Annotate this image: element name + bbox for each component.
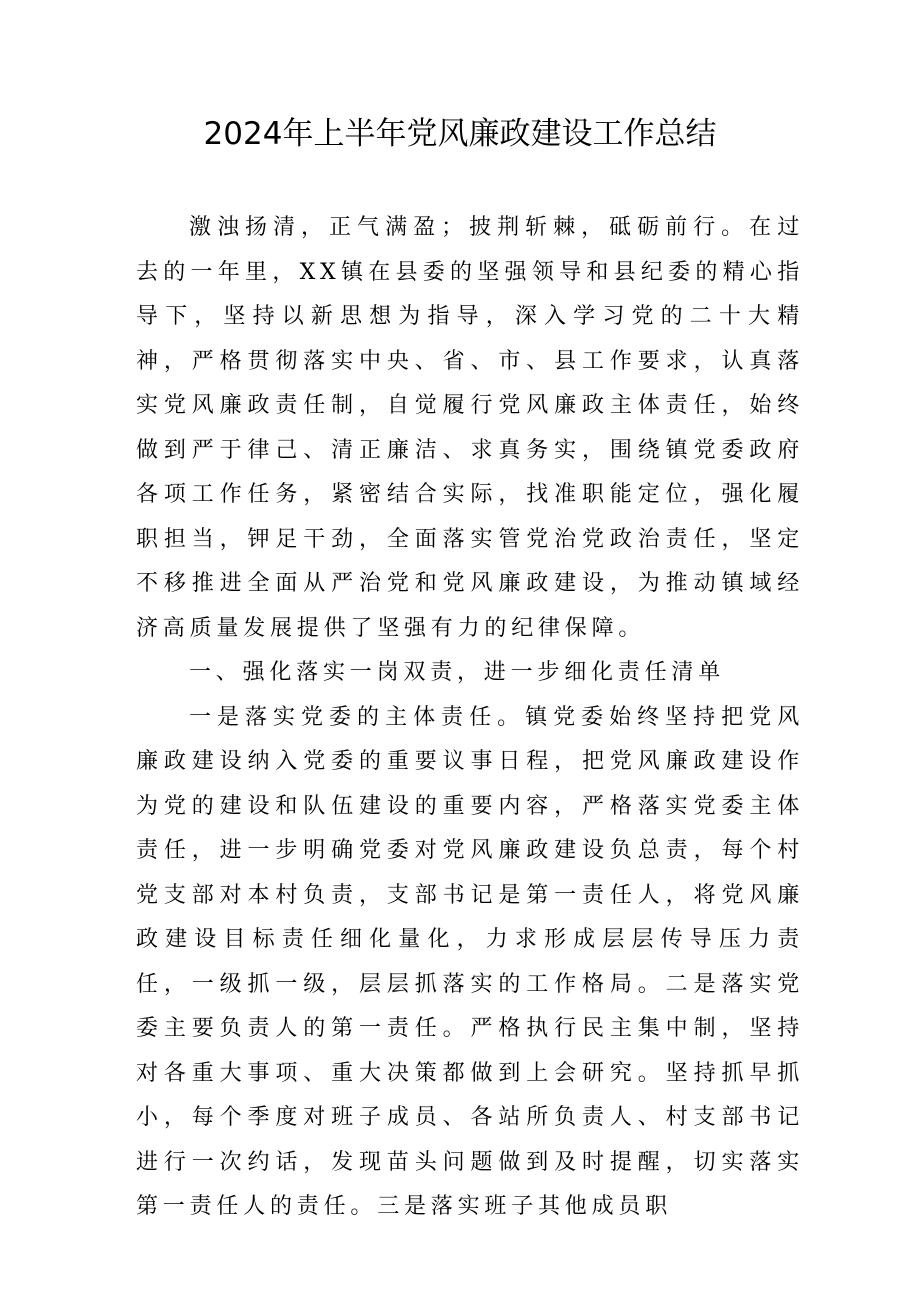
- section-paragraph: 一是落实党委的主体责任。镇党委始终坚持把党风廉政建设纳入党委的重要议事日程，把党风廉政建设作为党的建设和队伍建设的重要内容，严格落实党委主体责任，进一步明确党委对党风廉政建设负总责，每个村党支部对本村负责，支部书记是第一责任人，将党风廉政建设目标责任细化量化，力求形成层层传导压力责任，一级抓一级，层层抓落实的工作格局。二是落实党委主要负责人的第一责任。严格执行民主集中制，坚持对各重大事项、重大决策都做到上会研究。坚持抓早抓小，每个季度对班子成员、各站所负责人、村支部书记进行一次约话，发现苗头问题做到及时提醒，切实落实第一责任人的责任。三是落实班子其他成员职: [136, 704, 804, 1219]
- document-title: 2024年上半年党风廉政建设工作总结: [203, 116, 717, 152]
- document-body: [136, 206, 804, 1230]
- intro-paragraph: 激浊扬清，正气满盈；披荆斩棘，砥砺前行。在过去的一年里，XX镇在县委的坚强领导和县纪委的精心指导下，坚持以新思想为指导，深入学习党的二十大精神，严格贯彻落实中央、省、市、县工作要求，认真落实党风廉政责任制，自觉履行党风廉政主体责任，始终做到严于律己、清正廉洁、求真务实，围绕镇党委政府各项工作任务，紧密结合实际，找准职能定位，强化履职担当，钾足干劲，全面落实管党治党政治责任，坚定不移推进全面从严治党和党风廉政建设，为推动镇域经济高质量发展提供了坚强有力的纪律保障。: [136, 215, 804, 641]
- section-heading: 一、强化落实一岗双责，进一步细化责任清单: [189, 660, 726, 685]
